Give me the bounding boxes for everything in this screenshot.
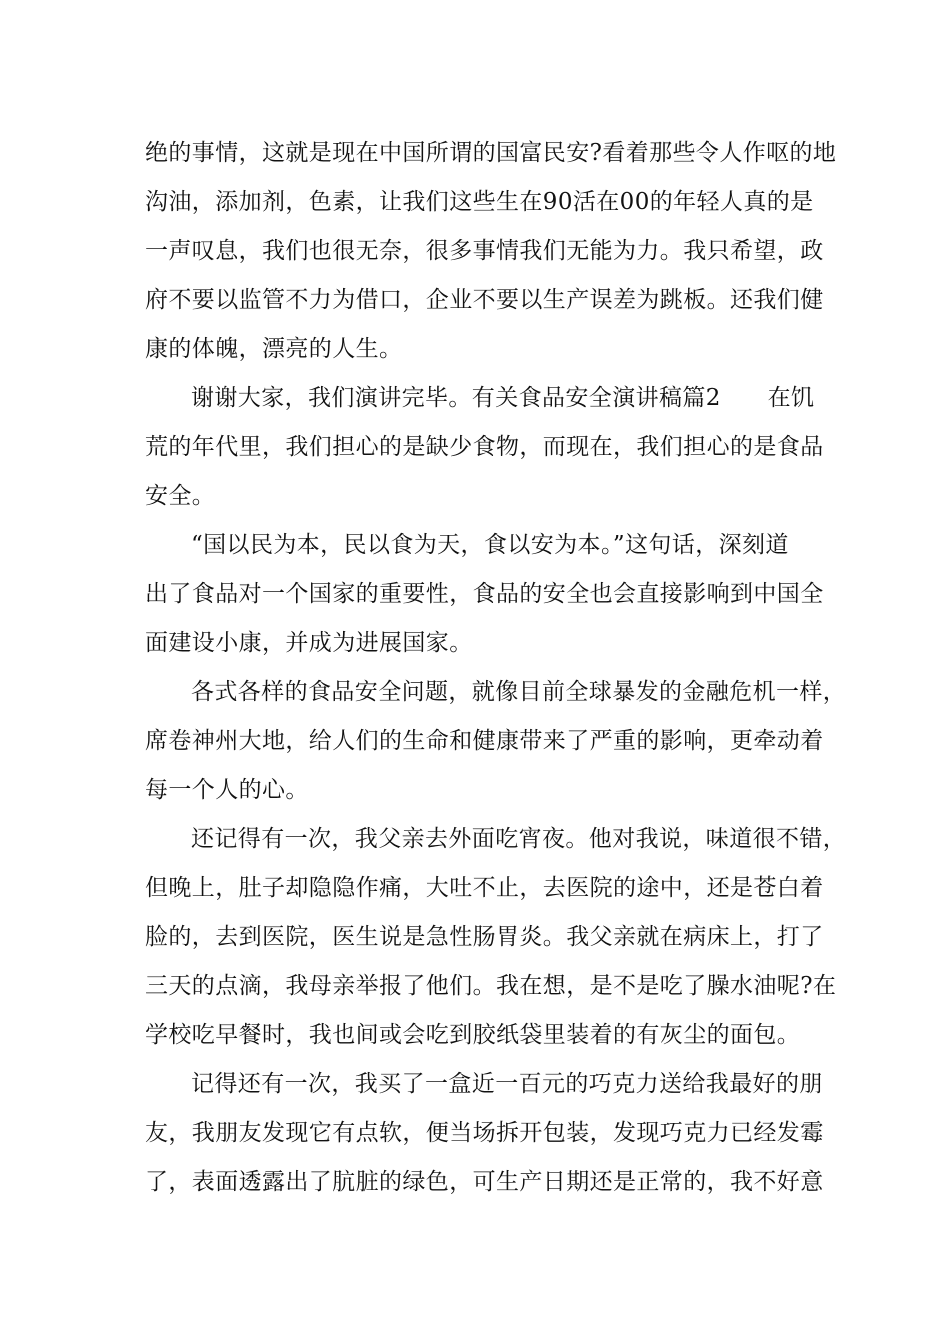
paragraph-start-line: 还记得有一次，我父亲去外面吃宵夜。他对我说，味道很不错，: [191, 826, 847, 852]
document-body: [145, 129, 847, 1207]
text-line: 每一个人的心。: [145, 777, 309, 803]
text-line: 安全。: [145, 483, 216, 509]
paragraph-start-line: 记得还有一次，我买了一盒近一百元的巧克力送给我最好的朋: [191, 1071, 823, 1097]
text-line: 了，表面透露出了肮脏的绿色，可生产日期还是正常的，我不好意: [145, 1169, 824, 1195]
text-line: 荒的年代里，我们担心的是缺少食物，而现在，我们担心的是食品: [145, 434, 824, 460]
text-line: 出了食品对一个国家的重要性，食品的安全也会直接影响到中国全: [145, 581, 824, 607]
paragraph-start-line: 谢谢大家，我们演讲完毕。有关食品安全演讲稿篇2 在饥: [191, 385, 815, 411]
text-line: 康的体魄，漂亮的人生。: [145, 336, 403, 362]
paragraph-start-line: “国以民为本，民以食为天，食以安为本。”这句话，深刻道: [191, 532, 789, 558]
paragraph-start-line: 各式各样的食品安全问题，就像目前全球暴发的金融危机一样，: [191, 679, 847, 705]
text-line: 友，我朋友发现它有点软，便当场拆开包装，发现巧克力已经发霉: [145, 1120, 824, 1146]
text-line: 一声叹息，我们也很无奈，很多事情我们无能为力。我只希望，政: [145, 238, 824, 264]
text-line: 学校吃早餐时，我也间或会吃到胶纸袋里装着的有灰尘的面包。: [145, 1022, 801, 1048]
text-line: 但晚上，肚子却隐隐作痛，大吐不止，去医院的途中，还是苍白着: [145, 875, 824, 901]
text-line: 三天的点滴，我母亲举报了他们。我在想，是不是吃了臊水油呢?在: [145, 973, 837, 999]
text-line: 席卷神州大地，给人们的生命和健康带来了严重的影响，更牵动着: [145, 728, 824, 754]
text-line: 绝的事情，这就是现在中国所谓的国富民安?看着那些令人作呕的地: [145, 140, 837, 166]
text-line: 府不要以监管不力为借口，企业不要以生产误差为跳板。还我们健: [145, 287, 824, 313]
text-line: 脸的，去到医院，医生说是急性肠胃炎。我父亲就在病床上，打了: [145, 924, 824, 950]
text-line: 沟油，添加剂，色素，让我们这些生在90活在00的年轻人真的是: [145, 189, 814, 215]
text-line: 面建设小康，并成为进展国家。: [145, 630, 473, 656]
